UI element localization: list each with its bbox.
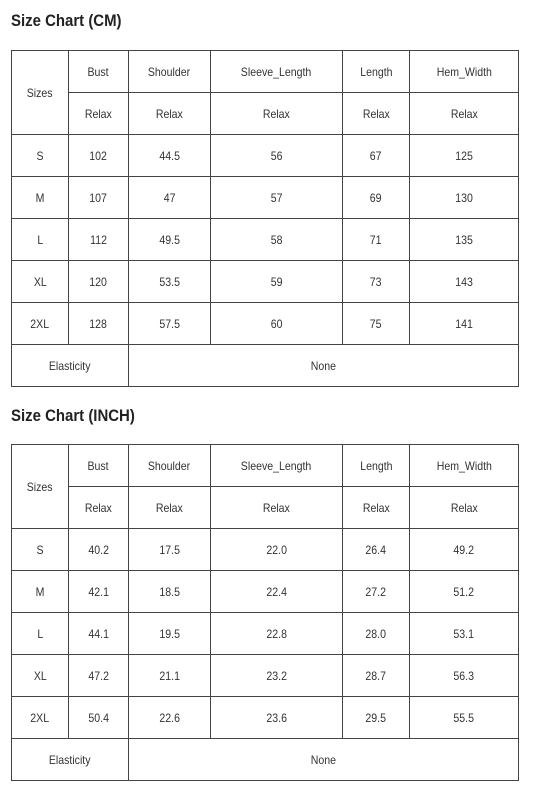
value-cell: 22.4 <box>211 571 343 613</box>
sleeve-length-header-cell: Sleeve_Length <box>211 445 343 487</box>
bust-header-cell: Bust <box>69 51 129 93</box>
size-chart-cm-title: Size Chart (CM) <box>11 11 122 30</box>
sleeve-length-header-cell: Sleeve_Length <box>211 51 343 93</box>
value-cell: 28.7 <box>343 655 410 697</box>
value-cell: 21.1 <box>129 655 211 697</box>
value-cell: 56 <box>211 135 343 177</box>
table-row <box>12 177 519 219</box>
value-cell: 27.2 <box>343 571 410 613</box>
elasticity-value-cell: None <box>129 739 519 781</box>
fit-label-cell: Relax <box>211 487 343 529</box>
value-cell: 73 <box>343 261 410 303</box>
value-cell: 59 <box>211 261 343 303</box>
value-cell: 51.2 <box>410 571 519 613</box>
table-row <box>12 571 519 613</box>
value-cell: 107 <box>69 177 129 219</box>
elasticity-value-cell: None <box>129 345 519 387</box>
value-cell: 17.5 <box>129 529 211 571</box>
bust-header-cell: Bust <box>69 445 129 487</box>
value-cell: 44.5 <box>129 135 211 177</box>
value-cell: 143 <box>410 261 519 303</box>
size-label-cell: XL <box>12 655 69 697</box>
table-row <box>12 261 519 303</box>
size-label-cell: L <box>12 219 69 261</box>
fit-label-cell: Relax <box>211 93 343 135</box>
value-cell: 28.0 <box>343 613 410 655</box>
value-cell: 75 <box>343 303 410 345</box>
size-chart-inch-table <box>11 444 519 781</box>
value-cell: 67 <box>343 135 410 177</box>
value-cell: 40.2 <box>69 529 129 571</box>
value-cell: 50.4 <box>69 697 129 739</box>
length-header-cell: Length <box>343 445 410 487</box>
length-header-cell: Length <box>343 51 410 93</box>
size-label-cell: M <box>12 571 69 613</box>
value-cell: 47 <box>129 177 211 219</box>
shoulder-header-cell: Shoulder <box>129 51 211 93</box>
value-cell: 56.3 <box>410 655 519 697</box>
shoulder-header-cell: Shoulder <box>129 445 211 487</box>
value-cell: 57 <box>211 177 343 219</box>
elasticity-label-cell: Elasticity <box>12 739 129 781</box>
size-label-cell: 2XL <box>12 697 69 739</box>
value-cell: 49.2 <box>410 529 519 571</box>
sizes-header-cell: Sizes <box>12 51 69 135</box>
value-cell: 26.4 <box>343 529 410 571</box>
value-cell: 53.5 <box>129 261 211 303</box>
elasticity-row <box>12 345 519 387</box>
hem-width-header-cell: Hem_Width <box>410 51 519 93</box>
fit-label-cell: Relax <box>410 93 519 135</box>
value-cell: 112 <box>69 219 129 261</box>
table-row <box>12 135 519 177</box>
fit-row <box>12 93 519 135</box>
fit-label-cell: Relax <box>410 487 519 529</box>
value-cell: 58 <box>211 219 343 261</box>
value-cell: 18.5 <box>129 571 211 613</box>
fit-label-cell: Relax <box>129 93 211 135</box>
value-cell: 22.0 <box>211 529 343 571</box>
size-label-cell: 2XL <box>12 303 69 345</box>
fit-label-cell: Relax <box>129 487 211 529</box>
size-chart-cm-table <box>11 50 519 387</box>
fit-label-cell: Relax <box>343 487 410 529</box>
table-row <box>12 613 519 655</box>
fit-row <box>12 487 519 529</box>
value-cell: 19.5 <box>129 613 211 655</box>
value-cell: 29.5 <box>343 697 410 739</box>
size-label-cell: M <box>12 177 69 219</box>
value-cell: 71 <box>343 219 410 261</box>
elasticity-label-cell: Elasticity <box>12 345 129 387</box>
value-cell: 23.6 <box>211 697 343 739</box>
table-row <box>12 303 519 345</box>
size-label-cell: L <box>12 613 69 655</box>
fit-label-cell: Relax <box>343 93 410 135</box>
value-cell: 55.5 <box>410 697 519 739</box>
size-chart-inch-title: Size Chart (INCH) <box>11 406 135 425</box>
value-cell: 53.1 <box>410 613 519 655</box>
value-cell: 130 <box>410 177 519 219</box>
table-row <box>12 219 519 261</box>
value-cell: 42.1 <box>69 571 129 613</box>
value-cell: 135 <box>410 219 519 261</box>
fit-label-cell: Relax <box>69 487 129 529</box>
elasticity-row <box>12 739 519 781</box>
value-cell: 141 <box>410 303 519 345</box>
fit-label-cell: Relax <box>69 93 129 135</box>
sizes-header-cell: Sizes <box>12 445 69 529</box>
table-row <box>12 655 519 697</box>
size-label-cell: XL <box>12 261 69 303</box>
header-row <box>12 445 519 487</box>
value-cell: 49.5 <box>129 219 211 261</box>
value-cell: 102 <box>69 135 129 177</box>
size-label-cell: S <box>12 135 69 177</box>
value-cell: 125 <box>410 135 519 177</box>
value-cell: 128 <box>69 303 129 345</box>
value-cell: 22.8 <box>211 613 343 655</box>
table-row <box>12 529 519 571</box>
hem-width-header-cell: Hem_Width <box>410 445 519 487</box>
value-cell: 47.2 <box>69 655 129 697</box>
value-cell: 44.1 <box>69 613 129 655</box>
value-cell: 22.6 <box>129 697 211 739</box>
value-cell: 57.5 <box>129 303 211 345</box>
value-cell: 23.2 <box>211 655 343 697</box>
table-row <box>12 697 519 739</box>
value-cell: 69 <box>343 177 410 219</box>
value-cell: 60 <box>211 303 343 345</box>
size-label-cell: S <box>12 529 69 571</box>
value-cell: 120 <box>69 261 129 303</box>
header-row <box>12 51 519 93</box>
